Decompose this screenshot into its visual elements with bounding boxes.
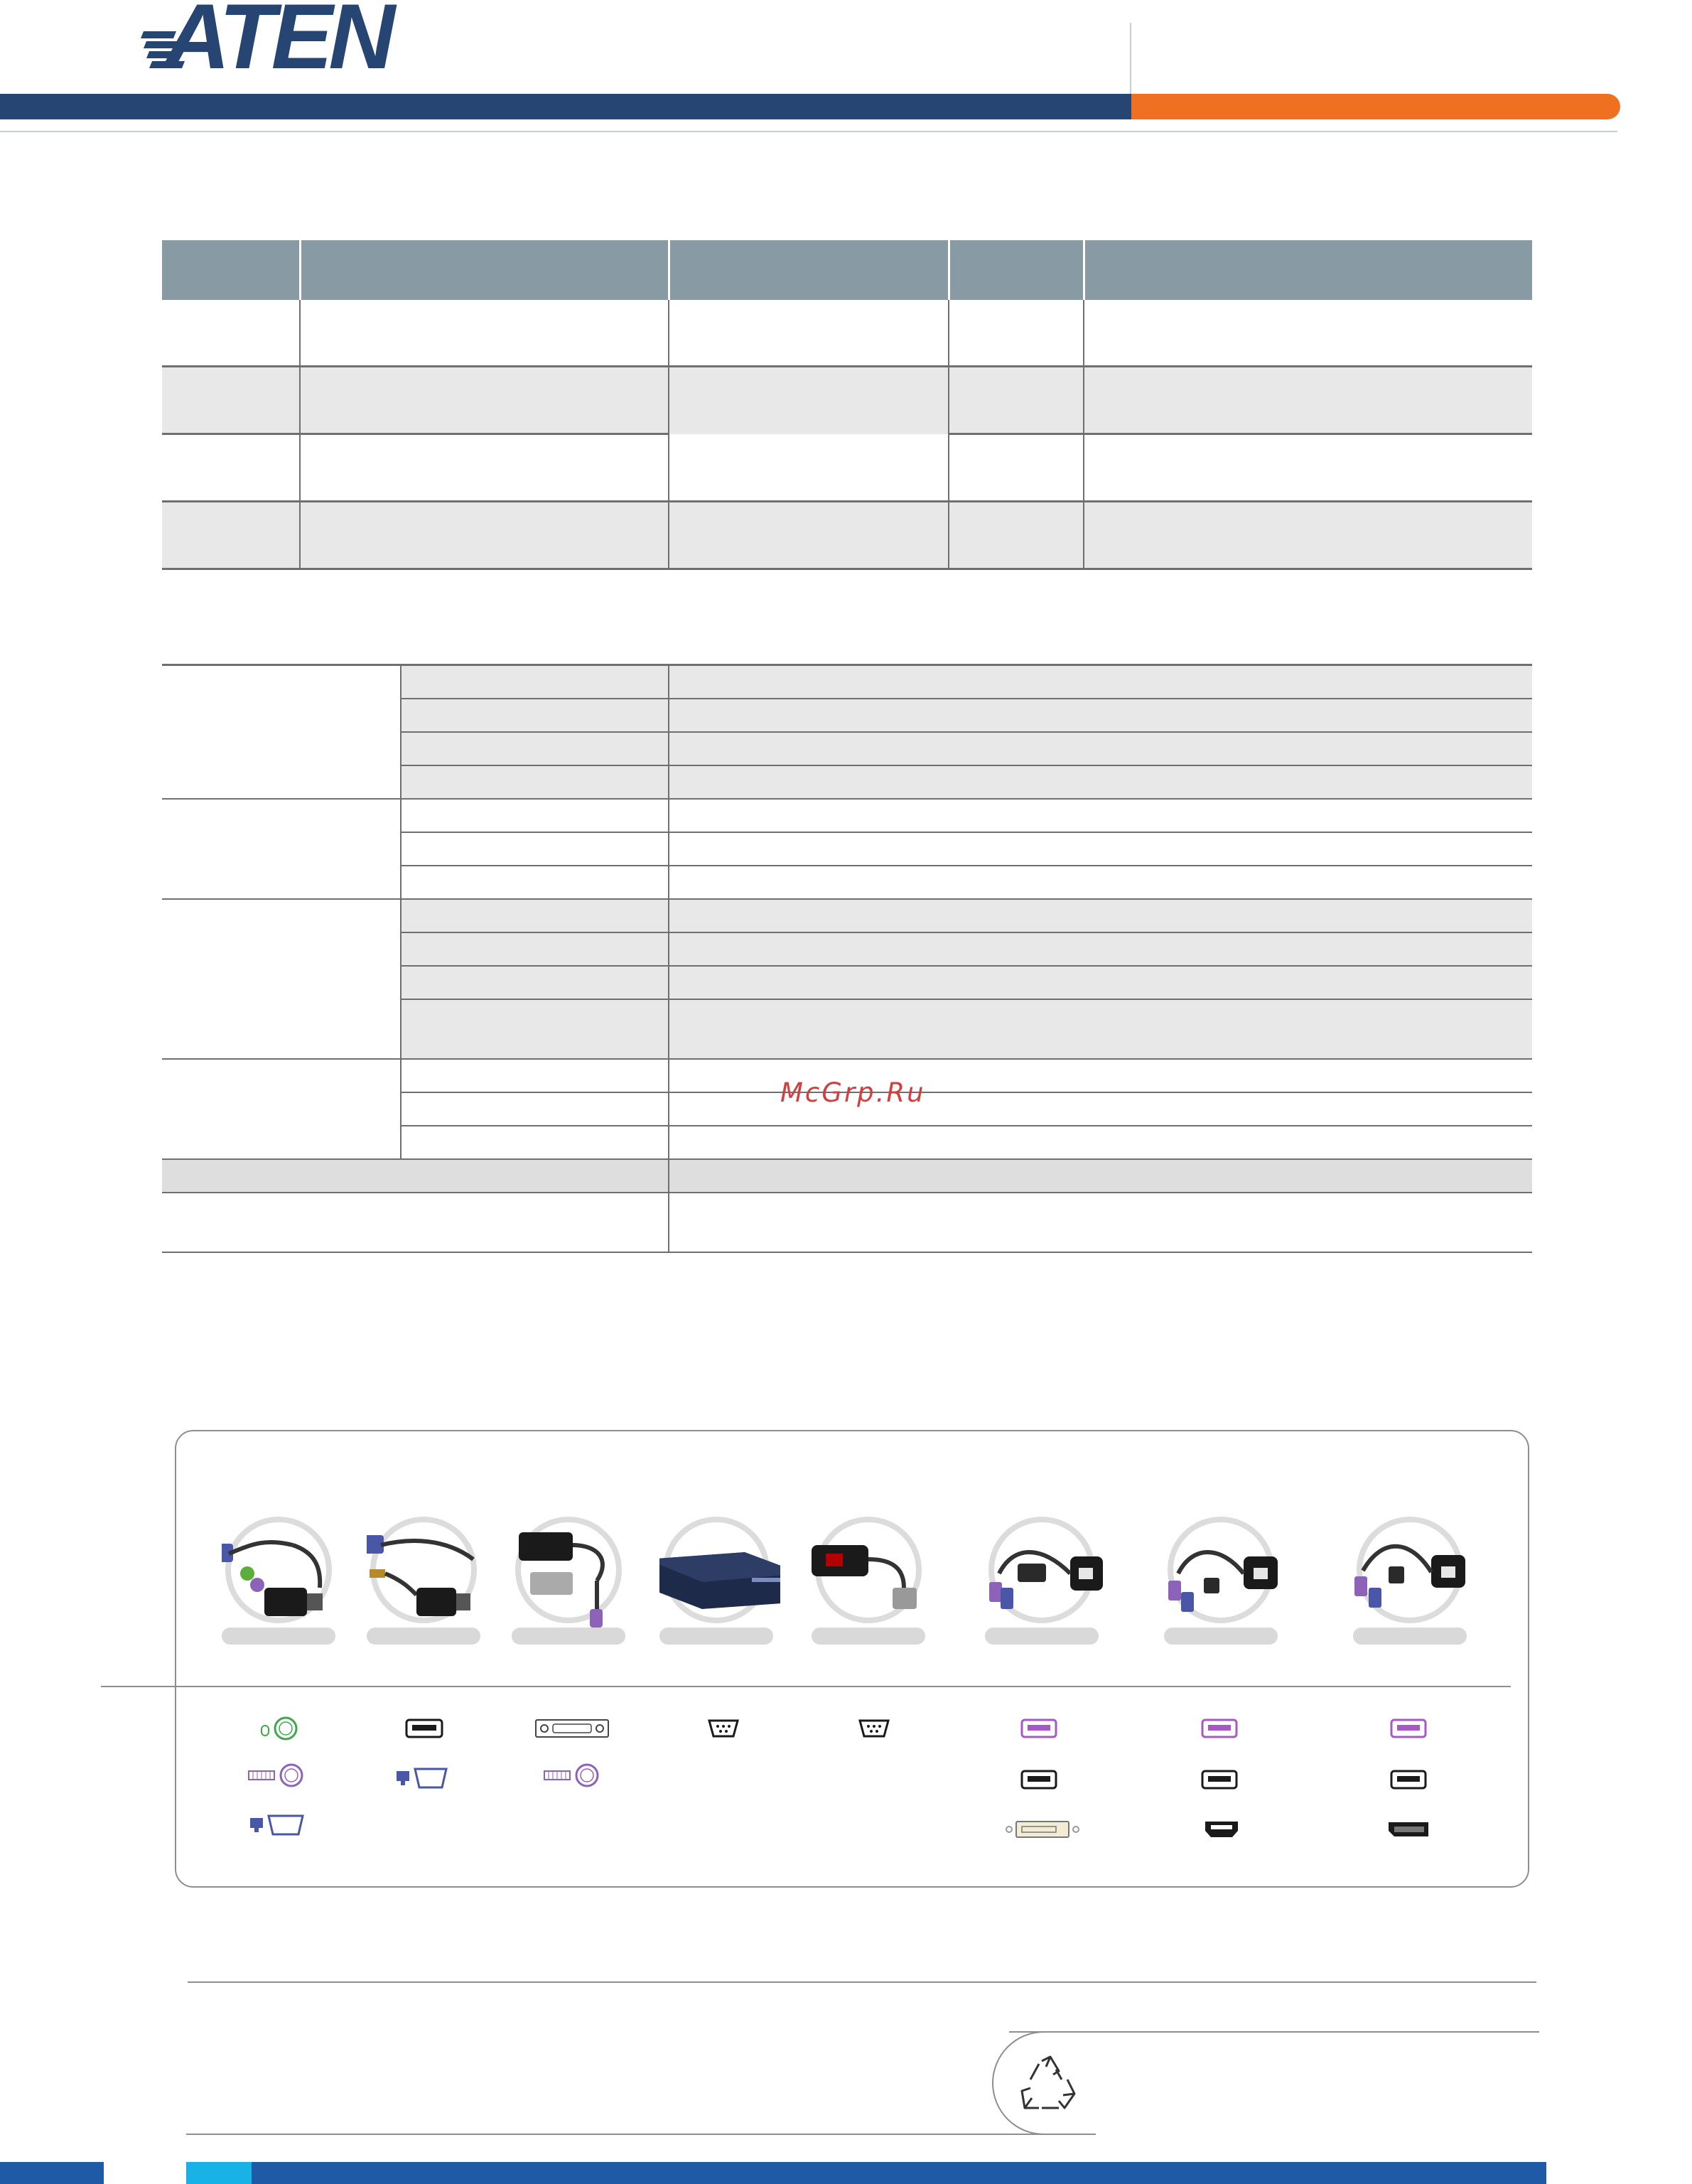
spec-label-cell (401, 999, 669, 1059)
spec-value-cell (669, 932, 1532, 966)
header-cell (300, 240, 669, 300)
keyboard-ps2-port-icon (247, 1763, 304, 1788)
table-cell (669, 300, 949, 367)
spec-label-cell (401, 832, 669, 866)
table-row (162, 1193, 1532, 1252)
table-cell (162, 300, 300, 367)
spec-value-cell (669, 966, 1532, 999)
spec-label-cell (401, 1126, 669, 1159)
header-cell (669, 240, 949, 300)
recycle-icon (1018, 2051, 1082, 2115)
spec-group-cell (162, 1059, 401, 1159)
db9-serial-port-icon (857, 1718, 891, 1738)
table-cell (669, 434, 949, 502)
table-cell (1084, 502, 1532, 569)
table-row (162, 367, 1532, 434)
header-cell (1084, 240, 1532, 300)
footer-bar (252, 2162, 1546, 2184)
spec-label-cell (401, 765, 669, 799)
spec-label-cell (401, 699, 669, 732)
adapter-panel (175, 1430, 1529, 1888)
spec-value-cell (669, 732, 1532, 765)
sun-legacy-adapter-icon (512, 1517, 632, 1645)
usb-audio-port-icon (1020, 1718, 1057, 1738)
vga-port-icon (395, 1767, 449, 1790)
header-cell (162, 240, 300, 300)
spec-label-cell (401, 932, 669, 966)
table-cell (162, 434, 300, 502)
spec-label-cell (401, 799, 669, 832)
spec-value-cell (669, 999, 1532, 1059)
footer-bar-accent (186, 2162, 252, 2184)
sun-13w3-port-icon (534, 1718, 610, 1738)
hdmi-port-icon (1204, 1819, 1239, 1839)
table-cell (669, 367, 949, 434)
header-rule (0, 131, 1617, 132)
displayport-usb-adapter-icon (1353, 1517, 1474, 1645)
spec-label-cell (401, 1059, 669, 1092)
table-row (162, 799, 1532, 832)
dvi-usb-adapter-icon (985, 1517, 1106, 1645)
spec-label-cell (401, 899, 669, 932)
spec-value-cell (669, 832, 1532, 866)
table-cell (1084, 300, 1532, 367)
serial-adapter-icon (812, 1517, 932, 1645)
table-cell (300, 367, 669, 434)
usb-port-icon (1201, 1770, 1238, 1790)
table-cell (300, 300, 669, 367)
spec-label-cell (401, 1092, 669, 1126)
spec-label-cell (401, 866, 669, 899)
spec-value-cell (669, 1126, 1532, 1159)
ps2-vga-adapter-icon (222, 1517, 343, 1645)
product-table (162, 240, 1532, 570)
serial-console-box-icon (659, 1517, 780, 1645)
spec-value-cell (669, 665, 1532, 699)
spec-value-cell (669, 765, 1532, 799)
table-cell (162, 367, 300, 434)
usb-audio-port-icon (1201, 1718, 1238, 1738)
dvi-port-icon (1005, 1819, 1080, 1839)
header-bar-orange (1131, 94, 1620, 119)
footer-bar (0, 2162, 104, 2184)
spec-label-cell (401, 665, 669, 699)
table-row (162, 300, 1532, 367)
spec-label-cell (401, 732, 669, 765)
table-row (162, 665, 1532, 699)
keyboard-mini-din-port-icon (543, 1763, 600, 1788)
table-cell (949, 367, 1084, 434)
usb-port-icon (1390, 1770, 1427, 1790)
table-cell (300, 434, 669, 502)
usb-port-icon (1020, 1770, 1057, 1790)
usb-vga-adapter-icon (367, 1517, 487, 1645)
table-row (162, 434, 1532, 502)
header-cell (949, 240, 1084, 300)
table-cell (1084, 367, 1532, 434)
spec-label-cell (401, 966, 669, 999)
displayport-port-icon (1387, 1821, 1430, 1838)
brand-logo: ATEN (163, 0, 392, 88)
table-cell (669, 502, 949, 569)
db9-serial-port-icon (706, 1718, 740, 1738)
table-cell (1084, 434, 1532, 502)
spec-label-cell (162, 1193, 669, 1252)
spec-value-cell (669, 1159, 1532, 1193)
table-cell (949, 502, 1084, 569)
usb-port-icon (405, 1718, 443, 1738)
table-cell (162, 502, 300, 569)
specifications-table (162, 664, 1532, 1253)
vga-port-icon (249, 1814, 306, 1836)
spec-group-cell (162, 665, 401, 800)
spec-group-cell (162, 799, 401, 899)
hdmi-usb-adapter-icon (1164, 1517, 1285, 1645)
product-table-header (162, 240, 1532, 300)
spec-value-cell (669, 866, 1532, 899)
spec-group-cell (162, 899, 401, 1059)
watermark: McGrp.Ru (780, 1077, 926, 1108)
table-row (162, 899, 1532, 932)
header-bar-blue (0, 94, 1131, 119)
spec-value-cell (669, 699, 1532, 732)
spec-value-cell (669, 899, 1532, 932)
mouse-ps2-port-icon (260, 1716, 300, 1741)
table-row (162, 1159, 1532, 1193)
spec-label-cell (162, 1159, 669, 1193)
table-row (162, 502, 1532, 569)
spec-value-cell (669, 799, 1532, 832)
table-cell (949, 300, 1084, 367)
usb-audio-port-icon (1390, 1718, 1427, 1738)
footer-rule (188, 1981, 1536, 1983)
table-cell (300, 502, 669, 569)
spec-value-cell (669, 1193, 1532, 1252)
panel-rule (101, 1686, 1511, 1687)
table-cell (949, 434, 1084, 502)
footer-rule (186, 2134, 1046, 2135)
